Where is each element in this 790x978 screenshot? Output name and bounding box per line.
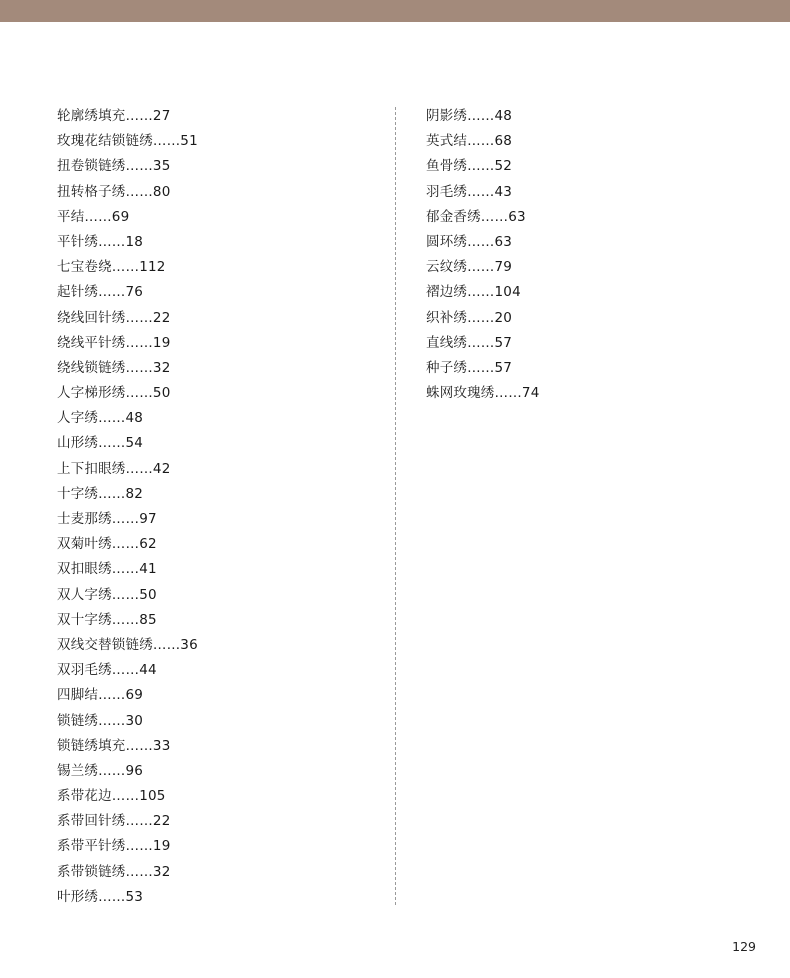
index-entry: 织补绣……20 — [426, 309, 513, 326]
column-divider — [395, 107, 396, 905]
index-entry: 绕线回针绣……22 — [57, 309, 171, 326]
index-entry: 阴影绣……48 — [426, 108, 513, 124]
index-entry: 平结……69 — [57, 208, 130, 225]
index-entry: 锁链绣填充……33 — [57, 737, 171, 754]
index-entry: 绕线平针绣……19 — [57, 334, 171, 351]
index-entry: 扭卷锁链绣……35 — [57, 158, 171, 175]
index-entry: 鱼骨绣……52 — [426, 158, 513, 175]
index-entry: 双菊叶绣……62 — [57, 536, 157, 553]
index-entry: 叶形绣……53 — [57, 888, 144, 905]
index-entry: 蛛网玫瑰绣……74 — [426, 385, 540, 402]
index-entry: 十字绣……82 — [57, 485, 144, 502]
index-entry: 系带锁链绣……32 — [57, 863, 171, 880]
index-entry: 系带平针绣……19 — [57, 838, 171, 855]
index-entry: 系带回针绣……22 — [57, 813, 171, 830]
index-entry: 种子绣……57 — [426, 359, 513, 376]
index-entry: 起针绣……76 — [57, 284, 144, 301]
index-entry: 双人字绣……50 — [57, 586, 157, 603]
index-entry: 扭转格子绣……80 — [57, 183, 171, 200]
index-entry: 双羽毛绣……44 — [57, 662, 157, 679]
index-entry: 系带花边……105 — [57, 788, 166, 805]
index-entry: 玫瑰花结锁链绣……51 — [57, 133, 198, 150]
index-entry: 平针绣……18 — [57, 233, 144, 250]
index-entry: 山形绣……54 — [57, 435, 144, 452]
index-column-left — [57, 104, 377, 910]
index-entry: 羽毛绣……43 — [426, 183, 513, 200]
index-column-right — [426, 104, 756, 406]
index-entry: 锁链绣……30 — [57, 712, 144, 729]
index-entry: 双扣眼绣……41 — [57, 561, 157, 578]
index-entry: 褶边绣……104 — [426, 284, 521, 301]
index-entry: 绕线锁链绣……32 — [57, 359, 171, 376]
index-entry: 云纹绣……79 — [426, 259, 513, 276]
index-entry: 圆环绣……63 — [426, 233, 513, 250]
index-entry: 四脚结……69 — [57, 687, 144, 704]
index-entry: 人字梯形绣……50 — [57, 385, 171, 402]
index-entry: 双十字绣……85 — [57, 611, 157, 628]
index-entry: 七宝卷绕……112 — [57, 259, 166, 276]
page-number: 129 — [732, 939, 756, 954]
index-entry: 锡兰绣……96 — [57, 762, 144, 779]
index-entry: 轮廓绣填充……27 — [57, 108, 171, 124]
index-entry: 上下扣眼绣……42 — [57, 460, 171, 477]
index-entry: 人字绣……48 — [57, 410, 144, 427]
index-entry: 士麦那绣……97 — [57, 511, 157, 527]
index-entry: 郁金香绣……63 — [426, 208, 526, 225]
index-entry: 直线绣……57 — [426, 334, 513, 351]
index-entry: 英式结……68 — [426, 133, 513, 150]
index-entry: 双线交替锁链绣……36 — [57, 636, 198, 653]
top-color-band — [0, 0, 790, 22]
